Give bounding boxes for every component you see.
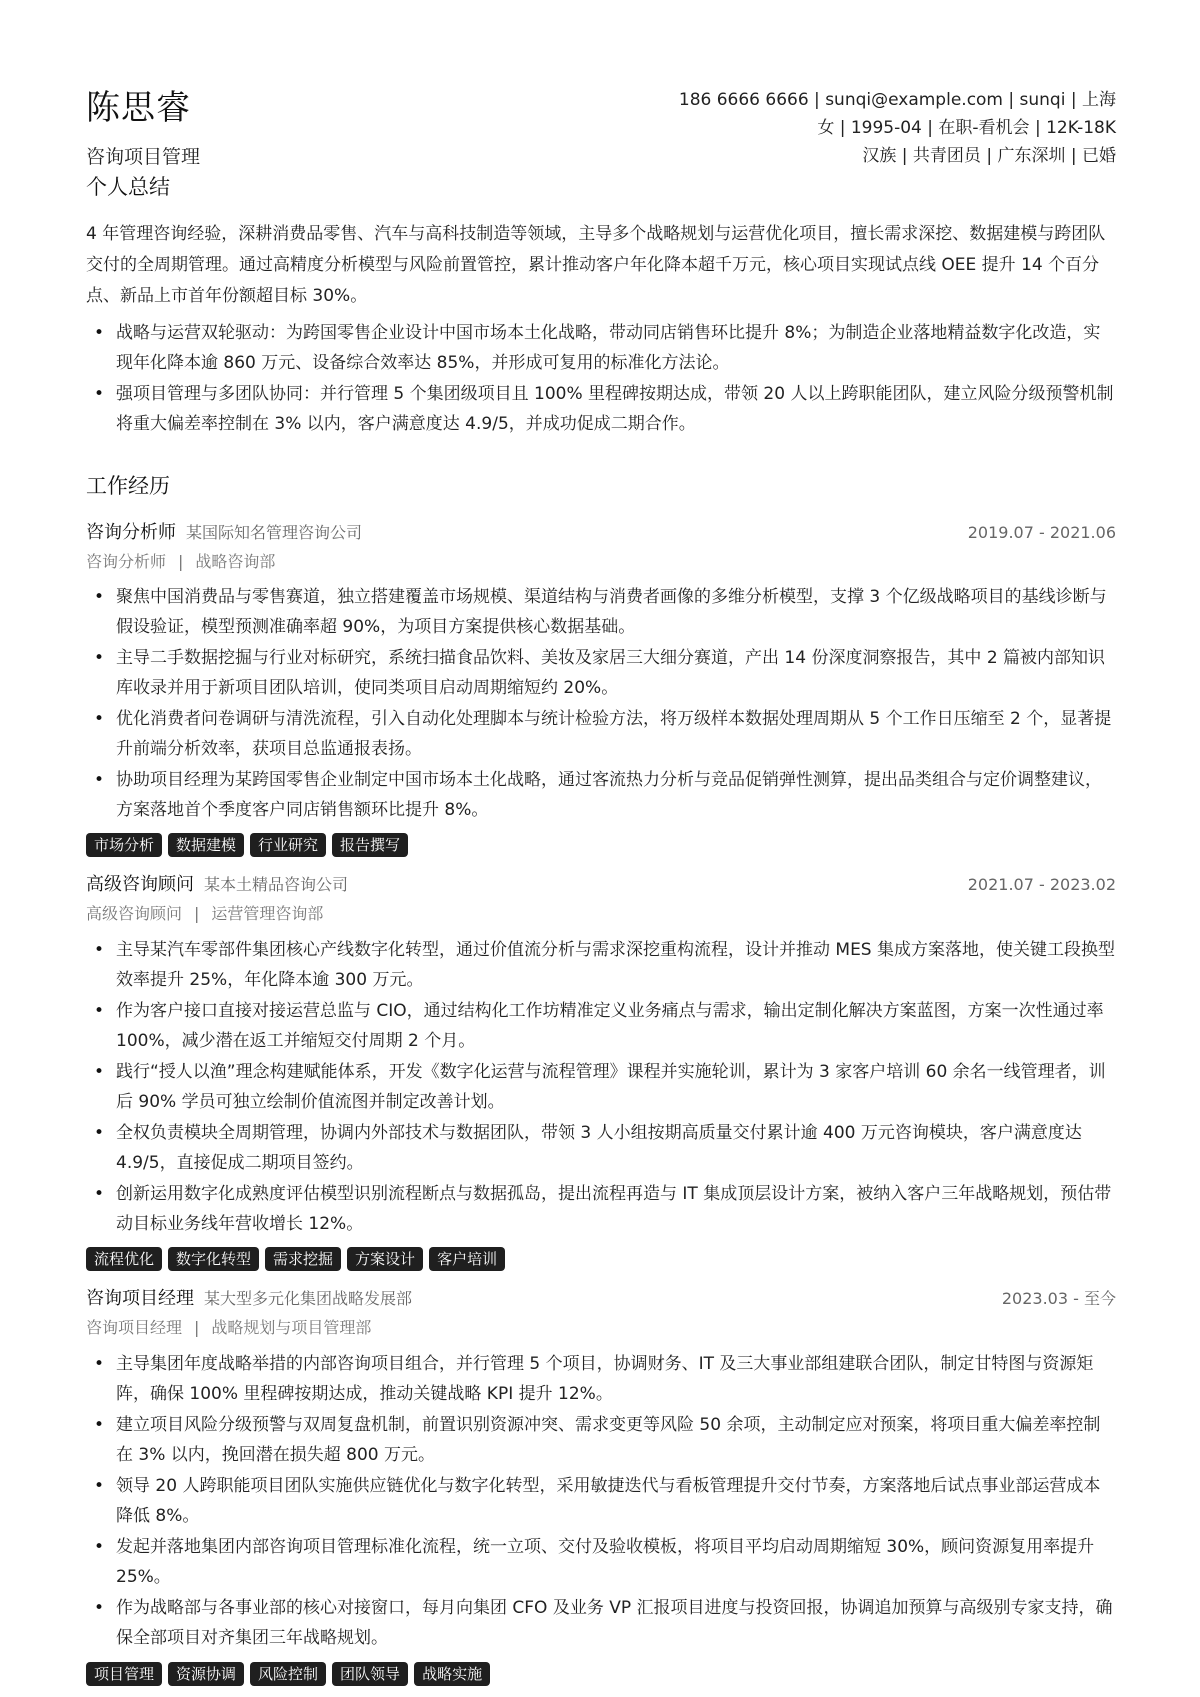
list-item: • 主导集团年度战略举措的内部咨询项目组合，并行管理 5 个项目，协调财务、IT 及三大事业部组建联合团队，制定甘特图与资源矩阵，确保 100% 里程碑按期达成，推动关键战略 KPI 提升 12%。 xyxy=(86,1349,1116,1409)
skill-tag: 行业研究 xyxy=(250,833,326,857)
list-item: • 主导二手数据挖掘与行业对标研究，系统扫描食品饮料、美妆及家居三大细分赛道，产出 14 份深度洞察报告，其中 2 篇被内部知识库收录并用于新项目团队培训，使同类项目启动周期缩短约 20%。 xyxy=(86,643,1116,703)
job-title: 咨询分析师 xyxy=(86,522,176,543)
contact-line: 汉族 | 共青团员 | 广东深圳 | 已婚 xyxy=(862,146,1116,166)
job-date: 2021.07 - 2023.02 xyxy=(967,875,1116,894)
list-item: • 作为客户接口直接对接运营总监与 CIO，通过结构化工作坊精准定义业务痛点与需求，输出定制化解决方案蓝图，方案一次性通过率 100%，减少潜在返工并缩短交付周期 2 个月。 xyxy=(86,996,1116,1056)
skill-tag: 方案设计 xyxy=(347,1247,423,1271)
list-item: • 作为战略部与各事业部的核心对接窗口，每月向集团 CFO 及业务 VP 汇报项目进度与投资回报，协调追加预算与高级别专家支持，确保全部项目对齐集团三年战略规划。 xyxy=(86,1593,1116,1653)
job-department: 战略规划与项目管理部 xyxy=(211,1318,372,1337)
job-subtitle xyxy=(86,1316,371,1340)
skill-tag: 项目管理 xyxy=(86,1662,162,1686)
list-item: • 协助项目经理为某跨国零售企业制定中国市场本土化战略，通过客流热力分析与竞品促销弹性测算，提出品类组合与定价调整建议，方案落地首个季度客户同店销售额环比提升 8%。 xyxy=(86,765,1116,825)
job-position: 咨询项目经理 xyxy=(86,1318,183,1337)
separator: | xyxy=(194,904,200,923)
list-item: • 战略与运营双轮驱动：为跨国零售企业设计中国市场本土化战略，带动同店销售环比提升 8%；为制造企业落地精益数字化改造，实现年化降本逾 860 万元、设备综合效率达 85%，并形成可复用的标准化方法论。 xyxy=(86,318,1116,378)
skill-tag: 流程优化 xyxy=(86,1247,162,1271)
job-bullets xyxy=(86,935,1116,1240)
skill-tag: 资源协调 xyxy=(168,1662,244,1686)
skill-tag: 需求挖掘 xyxy=(265,1247,341,1271)
candidate-name: 陈思睿 xyxy=(86,88,191,128)
section-title-experience: 工作经历 xyxy=(86,474,170,498)
skill-tag: 战略实施 xyxy=(414,1662,490,1686)
job-department: 战略咨询部 xyxy=(195,552,276,571)
job-header xyxy=(86,520,1116,546)
contact-line: 女 | 1995-04 | 在职-看机会 | 12K-18K xyxy=(817,118,1116,138)
list-item: • 强项目管理与多团队协同：并行管理 5 个集团级项目且 100% 里程碑按期达成，带领 20 人以上跨职能团队，建立风险分级预警机制将重大偏差率控制在 3% 以内，客户满意度达 4.9/5，并成功促成二期合作。 xyxy=(86,379,1116,439)
summary-paragraph: 4 年管理咨询经验，深耕消费品零售、汽车与高科技制造等领域，主导多个战略规划与运营优化项目，擅长需求深挖、数据建模与跨团队交付的全周期管理。通过高精度分析模型与风险前置管控，累计推动客户年化降本超千万元，核心项目实现试点线 OEE 提升 14 个百分点、新品上市首年份额超目标 30%。 xyxy=(86,224,1106,306)
list-item: • 全权负责模块全周期管理，协调内外部技术与数据团队，带领 3 人小组按期高质量交付累计逾 400 万元咨询模块，客户满意度达 4.9/5，直接促成二期项目签约。 xyxy=(86,1118,1116,1178)
list-item: • 优化消费者问卷调研与清洗流程，引入自动化处理脚本与统计检验方法，将万级样本数据处理周期从 5 个工作日压缩至 2 个，显著提升前端分析效率，获项目总监通报表扬。 xyxy=(86,704,1116,764)
separator: | xyxy=(194,1318,200,1337)
job-company: 某国际知名管理咨询公司 xyxy=(186,523,363,542)
contact-line: 186 6666 6666 | sunqi@example.com | sunqi | 上海 xyxy=(678,90,1116,110)
job-date: 2023.03 - 至今 xyxy=(1001,1289,1116,1308)
job-position: 咨询分析师 xyxy=(86,552,167,571)
skill-tags xyxy=(86,833,408,859)
list-item: • 践行“授人以渔”理念构建赋能体系，开发《数字化运营与流程管理》课程并实施轮训，累计为 3 家客户培训 60 余名一线管理者，训后 90% 学员可独立绘制价值流图并制定改善计划。 xyxy=(86,1057,1116,1117)
contact-info xyxy=(679,86,1116,170)
job-title: 高级咨询顾问 xyxy=(86,874,194,895)
list-item: • 领导 20 人跨职能项目团队实施供应链优化与数字化转型，采用敏捷迭代与看板管理提升交付节奏，方案落地后试点事业部运营成本降低 8%。 xyxy=(86,1471,1116,1531)
skill-tag: 团队领导 xyxy=(332,1662,408,1686)
job-bullets xyxy=(86,582,1116,826)
skill-tag: 风险控制 xyxy=(250,1662,326,1686)
list-item: • 建立项目风险分级预警与双周复盘机制，前置识别资源冲突、需求变更等风险 50 余项，主动制定应对预案，将项目重大偏差率控制在 3% 以内，挽回潜在损失超 800 万元。 xyxy=(86,1410,1116,1470)
separator: | xyxy=(178,552,184,571)
list-item: • 发起并落地集团内部咨询项目管理标准化流程，统一立项、交付及验收模板，将项目平均启动周期缩短 30%，顾问资源复用率提升 25%。 xyxy=(86,1532,1116,1592)
job-company: 某本土精品咨询公司 xyxy=(204,875,349,894)
summary-bullets xyxy=(86,318,1116,440)
resume-header xyxy=(86,86,1116,186)
target-role: 咨询项目管理 xyxy=(86,146,201,168)
job-company: 某大型多元化集团战略发展部 xyxy=(204,1289,413,1308)
job-title: 咨询项目经理 xyxy=(86,1288,194,1309)
job-department: 运营管理咨询部 xyxy=(211,904,324,923)
skill-tags xyxy=(86,1247,505,1273)
job-subtitle xyxy=(86,550,275,574)
skill-tag: 数据建模 xyxy=(168,833,244,857)
section-title-summary: 个人总结 xyxy=(86,175,170,199)
job-date: 2019.07 - 2021.06 xyxy=(967,523,1116,542)
job-header xyxy=(86,872,1116,898)
skill-tags xyxy=(86,1662,490,1688)
skill-tag: 市场分析 xyxy=(86,833,162,857)
skill-tag: 报告撰写 xyxy=(332,833,408,857)
job-position: 高级咨询顾问 xyxy=(86,904,183,923)
job-subtitle xyxy=(86,902,323,926)
skill-tag: 客户培训 xyxy=(429,1247,505,1271)
list-item: • 创新运用数字化成熟度评估模型识别流程断点与数据孤岛，提出流程再造与 IT 集成顶层设计方案，被纳入客户三年战略规划，预估带动目标业务线年营收增长 12%。 xyxy=(86,1179,1116,1239)
skill-tag: 数字化转型 xyxy=(168,1247,259,1271)
list-item: • 主导某汽车零部件集团核心产线数字化转型，通过价值流分析与需求深挖重构流程，设计并推动 MES 集成方案落地，使关键工段换型效率提升 25%，年化降本逾 300 万元。 xyxy=(86,935,1116,995)
list-item: • 聚焦中国消费品与零售赛道，独立搭建覆盖市场规模、渠道结构与消费者画像的多维分析模型，支撑 3 个亿级战略项目的基线诊断与假设验证，模型预测准确率超 90%，为项目方案提供核心数据基础。 xyxy=(86,582,1116,642)
job-bullets xyxy=(86,1349,1116,1654)
job-header xyxy=(86,1286,1116,1312)
